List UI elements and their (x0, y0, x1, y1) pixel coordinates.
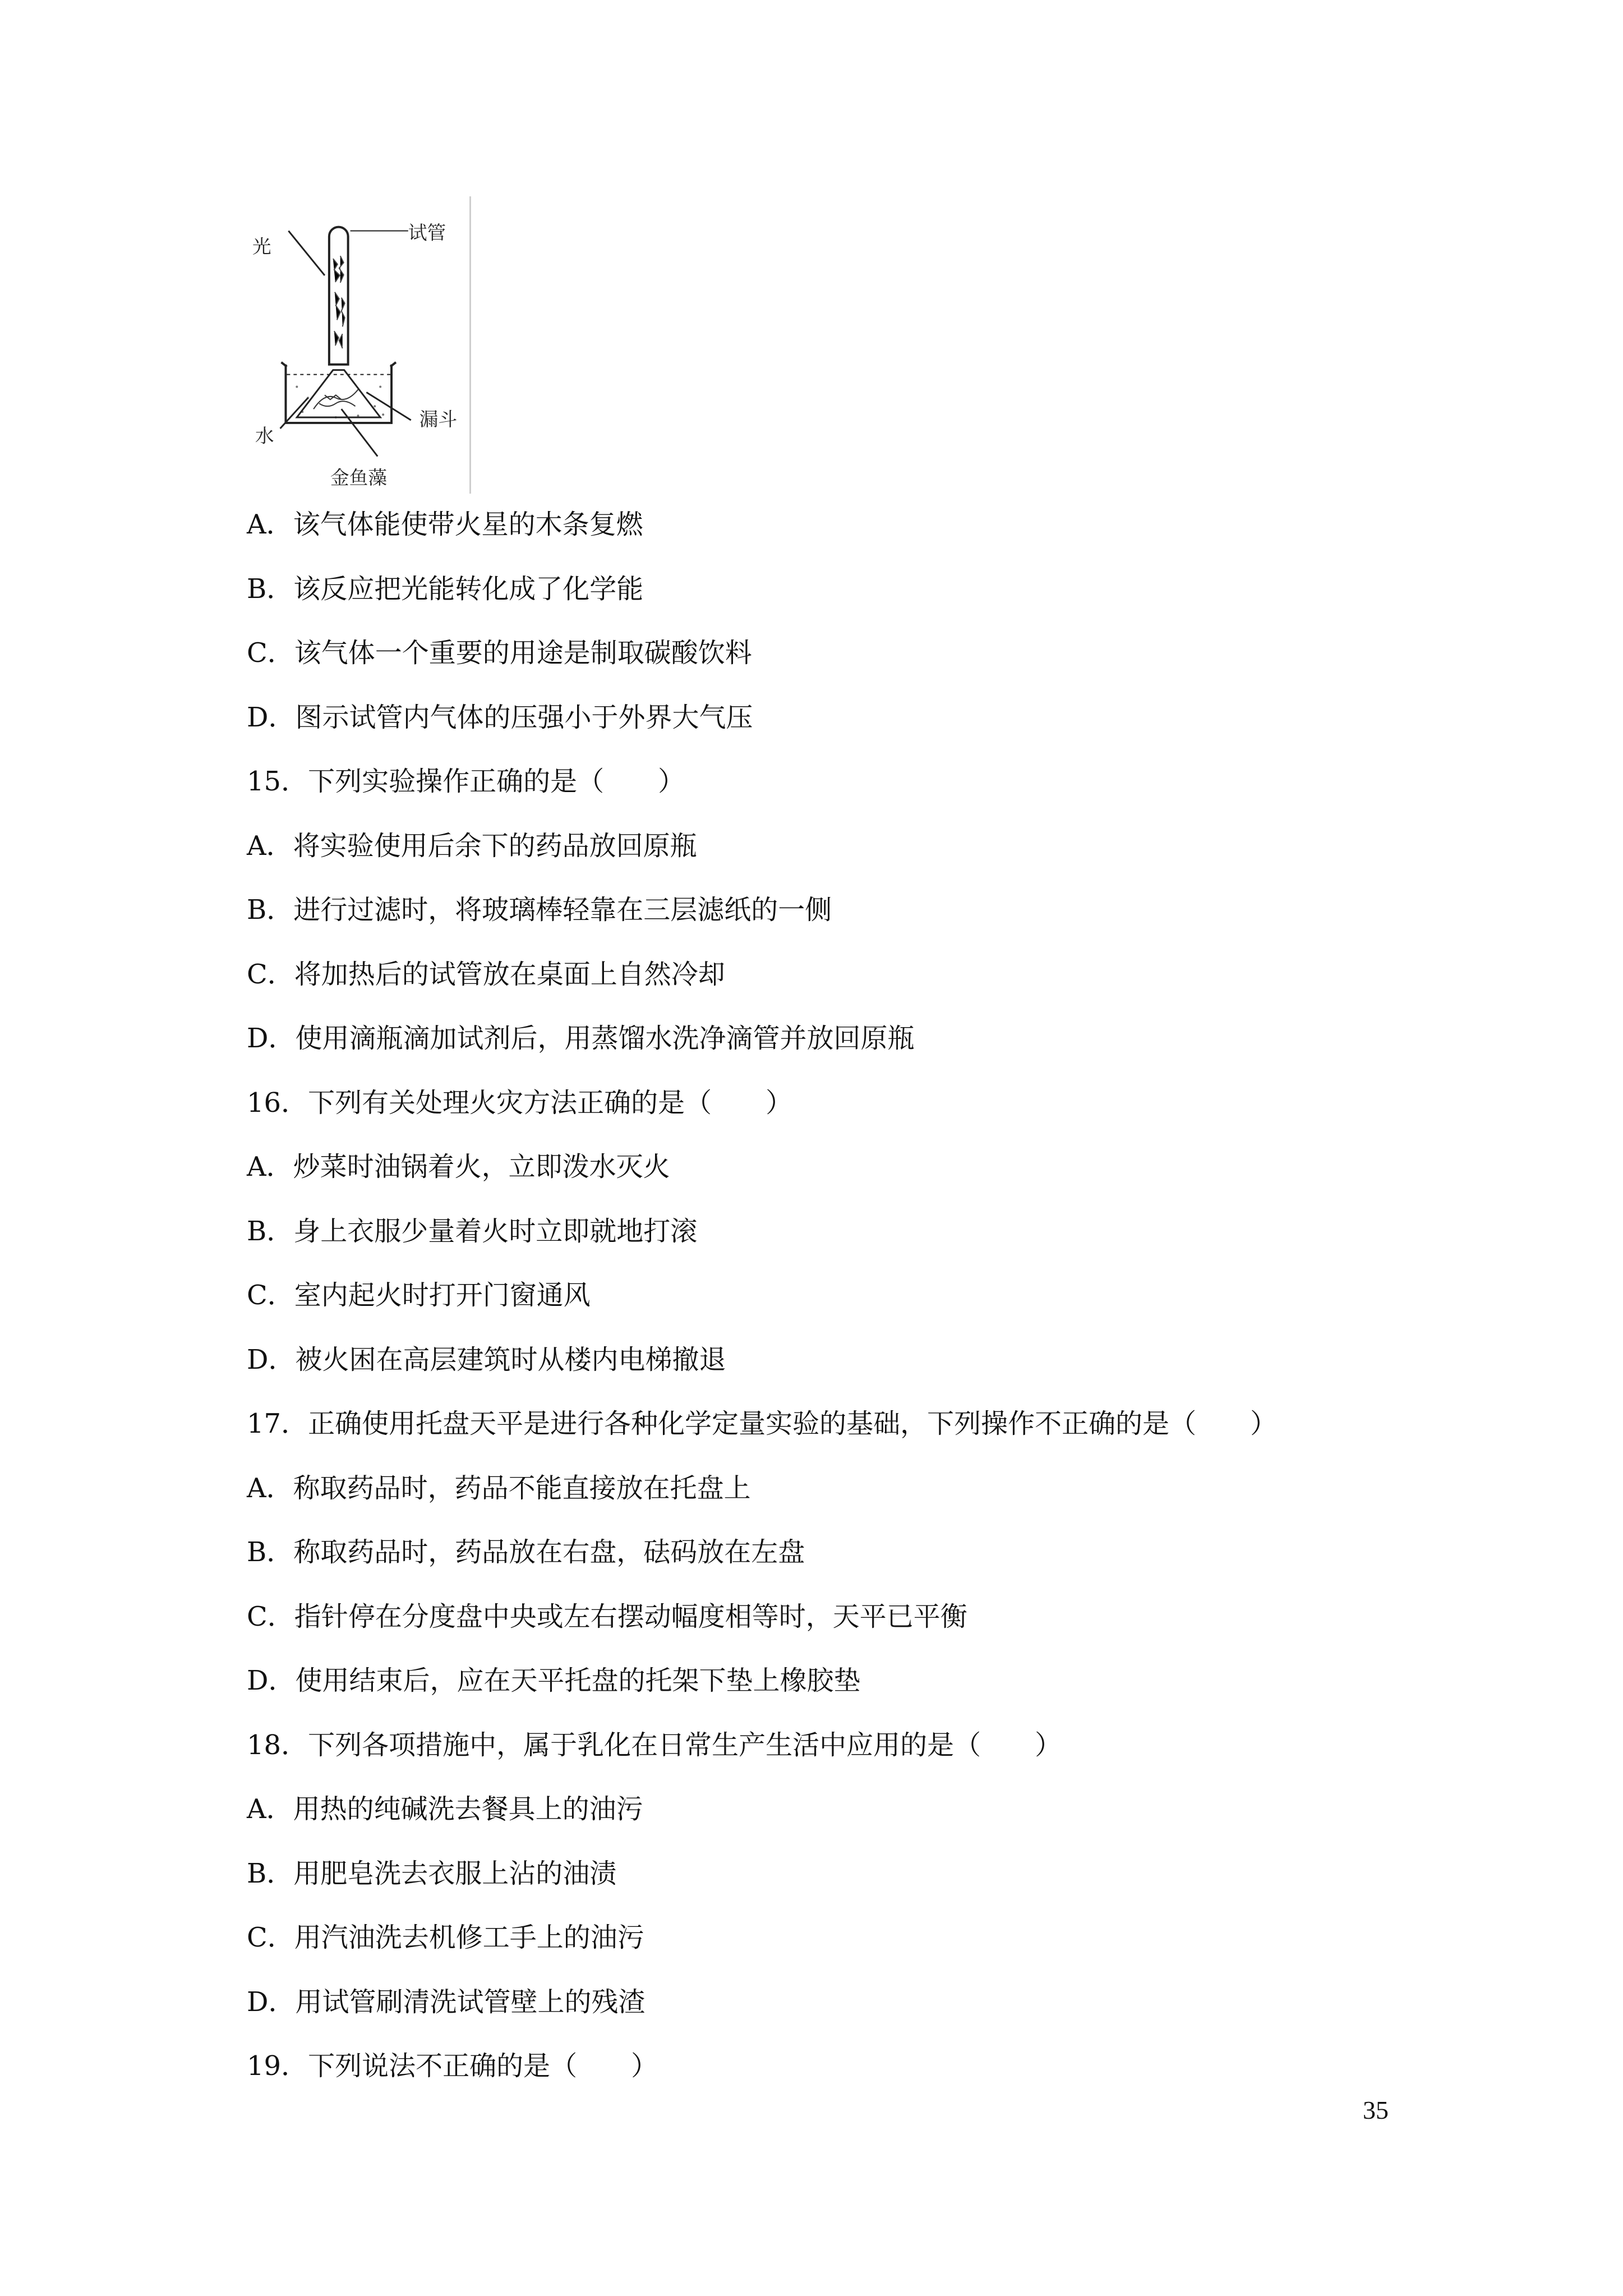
option-line: A．将实验使用后余下的药品放回原瓶 (247, 830, 697, 862)
question-16: 16．下列有关处理火灾方法正确的是（ ） (247, 1087, 793, 1119)
option-line: C．用汽油洗去机修工手上的油污 (247, 1922, 644, 1953)
question-18: 18．下列各项措施中，属于乳化在日常生产生活中应用的是（ ） (247, 1729, 1062, 1761)
label-test-tube: 试管 (408, 222, 446, 244)
question-15: 15．下列实验操作正确的是（ ） (247, 766, 685, 797)
option-line: B．用肥皂洗去衣服上沾的油渍 (247, 1857, 617, 1889)
option-line: A．用热的纯碱洗去餐具上的油污 (247, 1793, 643, 1825)
option-line: D．使用滴瓶滴加试剂后，用蒸馏水洗净滴管并放回原瓶 (247, 1023, 915, 1054)
beaker (285, 365, 391, 423)
aquatic-plant (313, 389, 358, 409)
label-light: 光 (252, 236, 271, 258)
option-line: A．该气体能使带火星的木条复燃 (247, 509, 643, 540)
option-line: D．图示试管内气体的压强小于外界大气压 (247, 701, 753, 733)
experiment-figure (247, 196, 471, 494)
option-line: C．该气体一个重要的用途是制取碳酸饮料 (247, 637, 752, 669)
label-water: 水 (255, 425, 274, 447)
question-17: 17．正确使用托盘天平是进行各种化学定量实验的基础，下列操作不正确的是（ ） (247, 1408, 1278, 1439)
option-line: A．称取药品时，药品不能直接放在托盘上 (247, 1472, 751, 1504)
option-line: C．室内起火时打开门窗通风 (247, 1280, 591, 1311)
test-tube (329, 227, 348, 365)
option-line: B．称取药品时，药品放在右盘，砝码放在左盘 (247, 1536, 805, 1568)
option-line: C．将加热后的试管放在桌面上自然冷却 (247, 958, 725, 990)
option-line: D．被火困在高层建筑时从楼内电梯撤退 (247, 1343, 726, 1375)
option-line: B．身上衣服少量着火时立即就地打滚 (247, 1215, 698, 1247)
option-line: A．炒菜时油锅着火，立即泼水灭火 (247, 1151, 670, 1182)
label-plant: 金鱼藻 (330, 467, 388, 489)
question-19: 19．下列说法不正确的是（ ） (247, 2050, 658, 2082)
option-line: D．用试管刷清洗试管壁上的残渣 (247, 1986, 645, 2018)
option-line: B．进行过滤时，将玻璃棒轻靠在三层滤纸的一侧 (247, 894, 832, 926)
page-number: 35 (1363, 2096, 1389, 2124)
option-line: D．使用结束后，应在天平托盘的托架下垫上橡胶垫 (247, 1665, 861, 1696)
experiment-diagram (247, 196, 469, 494)
label-funnel: 漏斗 (419, 408, 458, 430)
option-line: C．指针停在分度盘中央或左右摆动幅度相等时，天平已平衡 (247, 1600, 967, 1632)
option-line: B．该反应把光能转化成了化学能 (247, 573, 644, 605)
question-text (247, 508, 1374, 2114)
